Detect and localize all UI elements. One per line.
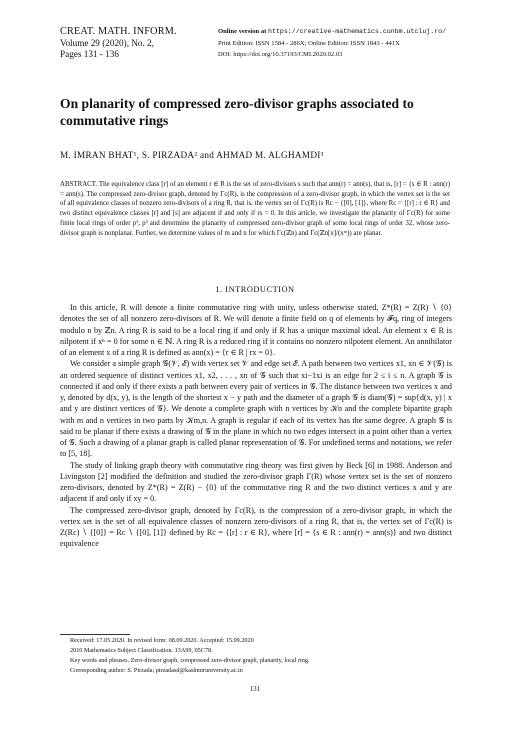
volume-line: Volume 29 (2020), No. 2, bbox=[60, 37, 154, 48]
author-list: M. IMRAN BHAT¹, S. PIRZADA² and AHMAD M. ALGHAMDI³ bbox=[60, 150, 324, 160]
paragraph: The compressed zero-divisor graph, denoted by Γc(R), is the compression of a zero-divisor graph, in which the vertex set is the set of all equivalence classes of nonzero zero-divisors of a ring R, that is, the vertex set of Γc(R) is Z(Rc) ∖ {[0]} = Rc ∖ {[0], [1]} defined by Rc = {[r] : r ∈ R}, where [r] = {s ∈ R : ann(r) = ann(s)} and two distinct equivalence bbox=[60, 505, 452, 549]
publication-info bbox=[218, 26, 446, 61]
journal-header bbox=[60, 26, 177, 61]
introduction-body bbox=[60, 302, 452, 550]
abstract-label: ABSTRACT. bbox=[60, 181, 98, 188]
paper-title: On planarity of compressed zero-divisor graphs associated to commutative rings bbox=[60, 96, 414, 128]
footnote-corresponding: Corresponding author: S. Pirzada; pirzadasd@kashmiruniversity.ac.in bbox=[70, 667, 243, 675]
online-url[interactable]: https://creative-mathematics.cunbm.utcluj.ro/ bbox=[268, 28, 447, 35]
abstract-text: The equivalence class [r] of an element r ∈ R is the set of zero-divisors s such that ann(r) = ann(s), that is, [r] = {s ∈ R : ann(r) = ann(s). The compressed zero-divisor graph, denoted by Γc(R), is the compression of a zero-divisor graph, in which the vertex set is the set of all equivalence classes of nonzero zero-divisors of a ring R, that is, the vertex set of Γc(R) is Rc − {[0], [1]}, where Rc = {[r] : r ∈ R} and two distinct equivalence classes [r] and [s] are adjacent if and only if rs = 0. In this article, we investigate the planarity of Γc(R) for some finite local rings of order p², p³ and determine the planarity of compressed zero-divisor graph of some local rings of order 32, whose zero-divisor graph is nonplanar. Further, we determine values of m and n for which Γc(ℤn) and Γc(ℤn[x]/(xᵐ)) are planar. bbox=[60, 181, 451, 237]
doi-link[interactable]: DOI: https://doi.org/10.37193/CMI.2020.02.03 bbox=[218, 51, 343, 58]
issn-line: Print Edition: ISSN 1584 - 286X; Online Edition: ISSN 1843 - 441X bbox=[218, 39, 400, 47]
online-label: Online version at bbox=[218, 28, 269, 35]
page-number: 131 bbox=[249, 686, 261, 693]
footnotes bbox=[70, 636, 450, 676]
footnote-keywords: Key words and phrases. Zero-divisor graph, compressed zero-divisor graph, planarity, local ring. bbox=[70, 657, 310, 665]
abstract bbox=[60, 180, 450, 238]
footnote-rule bbox=[60, 634, 130, 635]
online-version bbox=[218, 26, 446, 38]
footnote-msc: 2010 Mathematics Subject Classification. 13A99, 05C78. bbox=[70, 647, 213, 655]
section-heading: 1. INTRODUCTION bbox=[215, 285, 295, 294]
footnote-received: Received: 17.05.2020. In revised form: 08.09.2020. Accepted: 15.09.2020 bbox=[70, 637, 254, 644]
journal-name: CREAT. MATH. INFORM. bbox=[60, 26, 177, 37]
paragraph: In this article, R will denote a finite commutative ring with unity, unless otherwise stated, Z*(R) = Z(R) ∖ {0} denotes the set of all nonzero zero-divisors of R. We will denote a finite field on q of elements by 𝓕q, ring of integers modulo n by ℤn. A ring R is said to be a local ring if and only if R has a unique maximal ideal. An element x ∈ R is nilpotent if xⁿ = 0 for some n ∈ ℕ. A ring R is a reduced ring if it contains no nonzero nilpotent element. An annihilator of an element x of a ring R is defined as ann(x) = {r ∈ R | rx = 0}. bbox=[60, 303, 452, 357]
page-range: Pages 131 - 136 bbox=[60, 49, 119, 59]
paragraph: The study of linking graph theory with commutative ring theory was first given by Beck [6] in 1988. Anderson and Livingston [2] modified the definition and studied the zero-divisor graph Γ(R) whose vertex set is the set of nonzero zero-divisors, denoted by Z*(R) = Z(R) − {0} of the commutative ring R and the two distinct vertices x and y are adjacent if and only if xy = 0. bbox=[60, 460, 452, 504]
paragraph: We consider a simple graph 𝒢(𝒱, ℰ) with vertex set 𝒱 and edge set ℰ. A path between two vertices x1, xn ∈ 𝒱(𝒢) is an ordered sequence of distinct vertices x1, x2, . . . , xn of 𝒢 such that xi−1xi is an edge for 2 ≤ i ≤ n. A graph 𝒢 is connected if and only if there exists a path between every pair of vertices in 𝒢. The distance between two vertices x and y, denoted by d(x, y), is the length of the shortest x − y path and the diameter of a graph 𝒢 is diam(𝒢) = sup{d(x, y) | x and y are distinct vertices of 𝒢}. We denote a complete graph with n vertices by 𝒦n and the complete bipartite graph with m and n vertices in two parts by 𝒦m,n. A graph is regular if each of its vertex has the same degree. A graph 𝒢 is said to be planar if there exists a drawing of 𝒢 in the plane in which no two edges intersect in a point other than a vertex of 𝒢. Such a drawing of a planar graph is called planar representation of 𝒢. For undefined terms and notations, we refer to [5, 18]. bbox=[60, 359, 452, 459]
